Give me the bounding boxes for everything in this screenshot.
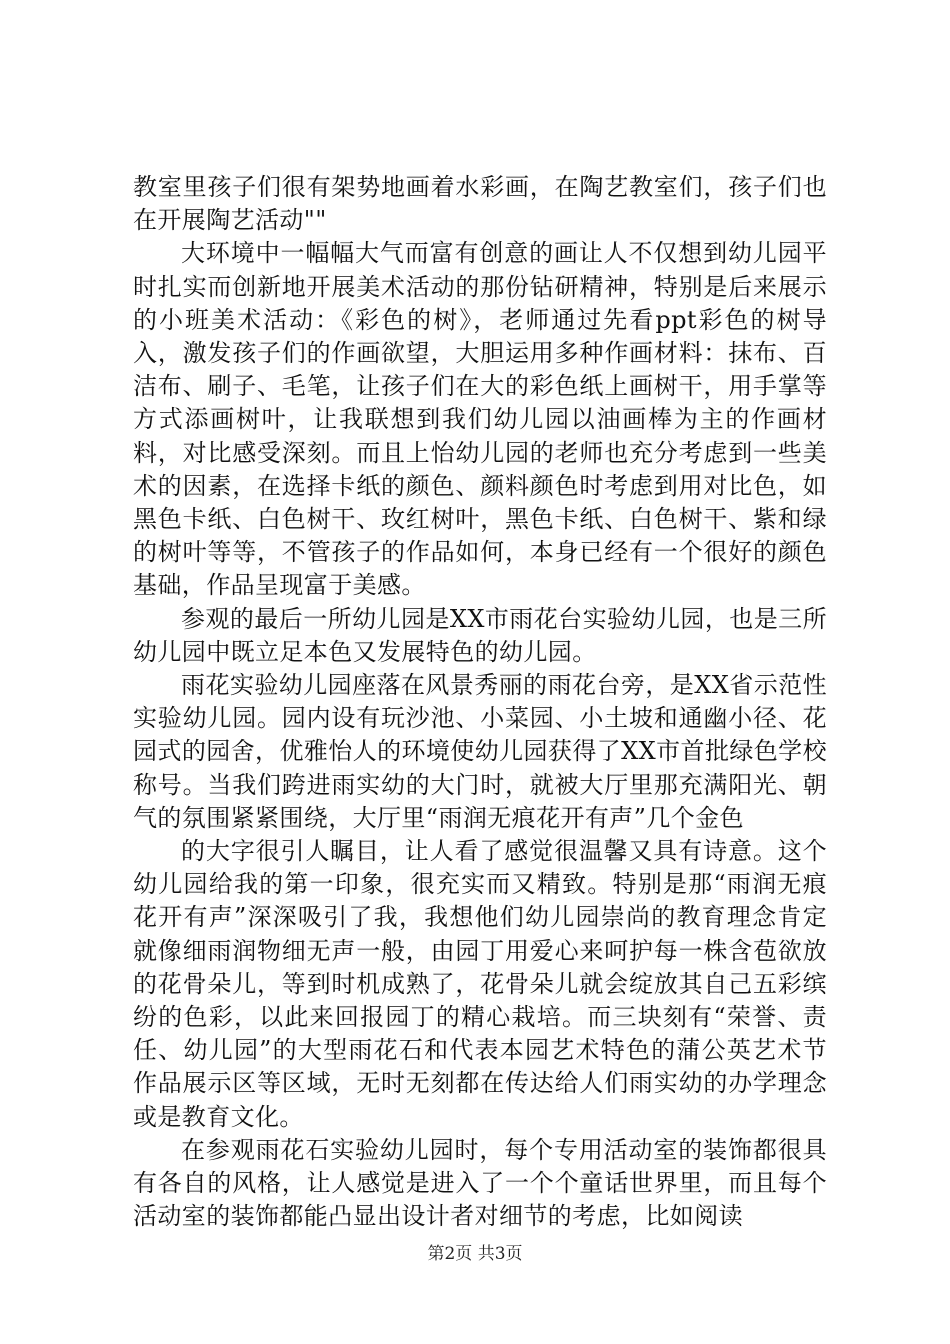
document-body: [133, 171, 827, 1234]
paragraph-1: 教室里孩子们很有架势地画着水彩画，在陶艺教室们，孩子们也在开展陶艺活动"": [133, 173, 827, 235]
paragraph-5: 的大字很引人瞩目，让人看了感觉很温馨又具有诗意。这个幼儿园给我的第一印象，很充实而又精致。特别是那“雨润无痕花开有声”深深吸引了我，我想他们幼儿园崇尚的教育理念肯定就像细雨润物细无声一般，由园丁用爱心来呵护每一株含苞欲放的花骨朵儿，等到时机成熟了，花骨朵儿就会绽放其自己五彩缤纷的色彩，以此来回报园丁的精心栽培。而三块刻有“荣誉、责任、幼儿园”的大型雨花石和代表本园艺术特色的蒲公英艺术节作品展示区等区域，无时无刻都在传达给人们雨实幼的办学理念或是教育文化。: [133, 837, 827, 1131]
paragraph-3: 参观的最后一所幼儿园是XX市雨花台实验幼儿园，也是三所幼儿园中既立足本色又发展特色的幼儿园。: [133, 604, 827, 666]
page-number-footer: 第2页 共3页: [427, 1244, 523, 1264]
paragraph-6: 在参观雨花石实验幼儿园时，每个专用活动室的装饰都很具有各自的风格，让人感觉是进入了一个个童话世界里，而且每个活动室的装饰都能凸显出设计者对细节的考虑，比如阅读: [133, 1135, 827, 1231]
paragraph-2: 大环境中一幅幅大气而富有创意的画让人不仅想到幼儿园平时扎实而创新地开展美术活动的那份钻研精神，特别是后来展示的小班美术活动：《彩色的树》，老师通过先看ppt彩色的树导入，激发孩子们的作画欲望，大胆运用多种作画材料：抹布、百洁布、刷子、毛笔，让孩子们在大的彩色纸上画树干，用手掌等方式添画树叶，让我联想到我们幼儿园以油画棒为主的作画材料，对比感受深刻。而且上怡幼儿园的老师也充分考虑到一些美术的因素，在选择卡纸的颜色、颜料颜色时考虑到用对比色，如黑色卡纸、白色树干、玫红树叶，黑色卡纸、白色树干、紫和绿的树叶等等，不管孩子的作品如何，本身已经有一个很好的颜色基础，作品呈现富于美感。: [133, 239, 827, 600]
paragraph-4: 雨花实验幼儿园座落在风景秀丽的雨花台旁，是XX省示范性实验幼儿园。园内设有玩沙池、小菜园、小土坡和通幽小径、花园式的园舍，优雅怡人的环境使幼儿园获得了XX市首批绿色学校称号。当我们跨进雨实幼的大门时，就被大厅里那充满阳光、朝气的氛围紧紧围绕，大厅里“雨润无痕花开有声”几个金色: [133, 671, 827, 832]
